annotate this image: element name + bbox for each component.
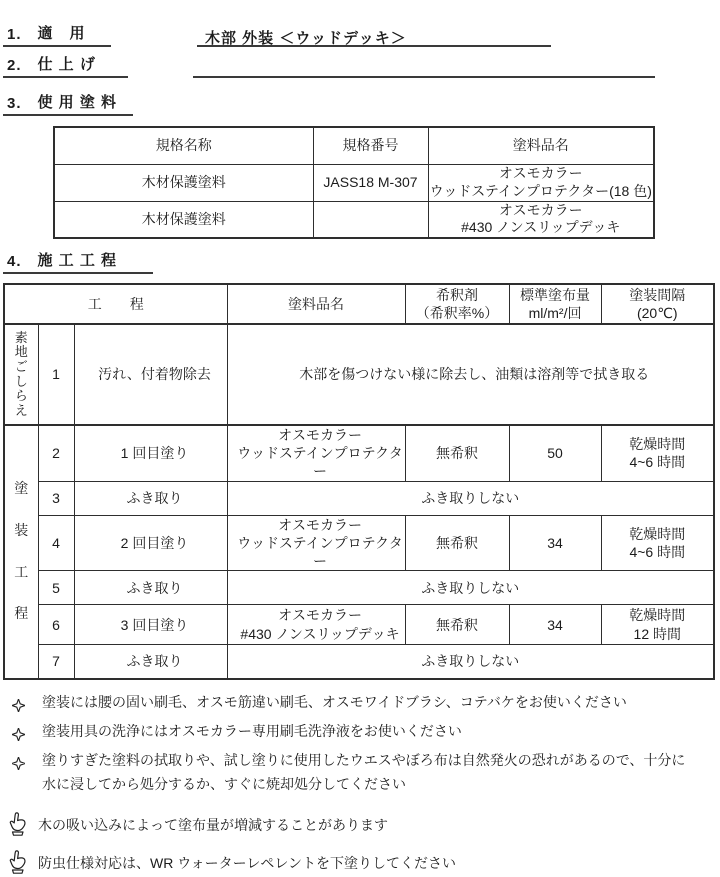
step-description-cell: ふき取りしない xyxy=(227,645,714,679)
header-line-1: 希釈剤 xyxy=(436,286,479,303)
note-text: 塗りすぎた塗料の拭取りや、試し塗りに使用したウエスやぼろ布は自然発火の恐れがあるので、十分に水に浸してから処分するか、すぐに焼却処分してください xyxy=(42,751,686,792)
spec-number-header: 規格番号 xyxy=(313,127,428,164)
interval-header xyxy=(601,284,714,324)
step-number-cell: 6 xyxy=(38,605,74,645)
note-text: 木の吸い込みによって塗布量が増減することがあります xyxy=(38,817,388,834)
header-line-2: （希釈率%） xyxy=(415,305,499,321)
product-line-2: ウッドステインプロテクター(18 色) xyxy=(429,182,652,199)
spec-name-cell: 木材保護塗料 xyxy=(54,201,313,238)
step-number-cell: 5 xyxy=(38,571,74,605)
group-label-cell-paint xyxy=(4,425,38,679)
section-number: 2. xyxy=(7,57,22,74)
interval-line-2: 12 時間 xyxy=(633,625,682,642)
four-pointed-star-icon xyxy=(10,748,42,777)
step-name-cell: 1 回目塗り xyxy=(74,425,227,481)
interval-cell xyxy=(601,425,714,481)
process-header: 工 程 xyxy=(4,284,227,324)
table-row-step-3 xyxy=(4,481,714,515)
coverage-header xyxy=(509,284,601,324)
product-line-1: オスモカラー xyxy=(498,165,583,181)
interval-line-1: 乾燥時間 xyxy=(629,525,686,542)
note-text: 塗装用具の洗浄にはオスモカラー専用刷毛洗浄液をお使いください xyxy=(42,722,462,739)
step-number-cell: 2 xyxy=(38,425,74,481)
thinner-cell: 無希釈 xyxy=(405,425,509,481)
step-number-cell: 7 xyxy=(38,645,74,679)
spec-name-cell: 木材保護塗料 xyxy=(54,164,313,201)
hand-notes-list xyxy=(8,812,720,877)
table-row xyxy=(54,164,654,201)
section-number: 4. xyxy=(7,253,22,270)
pointing-hand-icon xyxy=(8,850,38,877)
group-label-cell-prep xyxy=(4,324,38,425)
product-name-header: 塗料品名 xyxy=(227,284,405,324)
list-item xyxy=(8,850,720,877)
section-1-row xyxy=(3,27,720,47)
section-number: 1. xyxy=(7,26,22,43)
note-text: 防虫仕様対応は、WR ウォーターレペレントを下塗りしてください xyxy=(38,855,457,872)
header-line-1: 塗装間隔 xyxy=(629,286,686,303)
step-name-cell: 2 回目塗り xyxy=(74,515,227,571)
header-line-2: ml/m²/回 xyxy=(528,305,582,321)
vertical-group-label: 素 地 ご し ら え xyxy=(14,329,28,418)
table-row-step-1 xyxy=(4,324,714,425)
header-line-1: 標準塗布量 xyxy=(520,286,591,303)
coverage-cell: 50 xyxy=(509,425,601,481)
interval-cell xyxy=(601,515,714,571)
step-name-cell: ふき取り xyxy=(74,481,227,515)
section-label: 施 工 工 程 xyxy=(37,252,118,269)
step-description-cell: ふき取りしない xyxy=(227,481,714,515)
header-line-2: (20℃) xyxy=(636,305,678,321)
list-item xyxy=(10,748,720,796)
list-item xyxy=(8,812,720,839)
product-line-2: #430 ノンスリップデッキ xyxy=(461,219,621,236)
section-3-row xyxy=(3,96,720,116)
product-name-header: 塗料品名 xyxy=(428,127,654,164)
product-name-cell xyxy=(428,201,654,238)
note-text: 塗装には腰の固い刷毛、オスモ筋違い刷毛、オスモワイドブラシ、コテバケをお使いください xyxy=(42,693,627,710)
section-2-row xyxy=(3,58,720,78)
step-number-cell: 3 xyxy=(38,481,74,515)
table-row-step-5 xyxy=(4,571,714,605)
spec-number-cell: JASS18 M-307 xyxy=(313,164,428,201)
vertical-group-label: 塗 装 工 程 xyxy=(14,480,29,622)
list-item xyxy=(10,719,720,748)
table-row-step-2 xyxy=(4,425,714,481)
product-name-cell xyxy=(428,164,654,201)
table-row-step-4 xyxy=(4,515,714,571)
product-line-2: ウッドステインプロテクター xyxy=(237,534,403,569)
step-description-cell: 木部を傷つけない様に除去し、油類は溶剤等で拭き取る xyxy=(227,324,714,425)
table-row-step-6 xyxy=(4,605,714,645)
section-2-value-underline xyxy=(193,58,655,78)
step-name-cell: 3 回目塗り xyxy=(74,605,227,645)
table-header-row xyxy=(54,127,654,164)
interval-line-1: 乾燥時間 xyxy=(629,607,686,624)
paint-spec-table xyxy=(53,126,655,239)
thinner-cell: 無希釈 xyxy=(405,605,509,645)
product-line-1: オスモカラー xyxy=(278,427,362,443)
product-line-1: オスモカラー xyxy=(278,516,362,533)
step-name-cell: ふき取り xyxy=(74,571,227,605)
section-number: 3. xyxy=(7,95,22,112)
coverage-cell: 34 xyxy=(509,605,601,645)
table-row xyxy=(54,201,654,238)
interval-line-1: 乾燥時間 xyxy=(629,436,686,453)
process-table xyxy=(3,283,715,680)
interval-line-2: 4~6 時間 xyxy=(629,543,686,560)
table-row-step-7 xyxy=(4,645,714,679)
section-2-heading xyxy=(3,58,128,78)
spec-number-cell xyxy=(313,201,428,238)
product-cell xyxy=(227,515,405,571)
list-item xyxy=(10,690,720,719)
section-label: 仕 上 げ xyxy=(37,56,96,73)
pointing-hand-icon xyxy=(8,812,38,839)
step-description-cell: ふき取りしない xyxy=(227,571,714,605)
four-pointed-star-icon xyxy=(10,690,42,719)
product-line-1: オスモカラー xyxy=(498,201,583,218)
section-label: 使 用 塗 料 xyxy=(37,94,118,111)
section-3-heading xyxy=(3,96,133,116)
step-name-cell: ふき取り xyxy=(74,645,227,679)
thinner-cell: 無希釈 xyxy=(405,515,509,571)
product-cell xyxy=(227,605,405,645)
product-line-2: #430 ノンスリップデッキ xyxy=(240,625,400,642)
section-1-heading xyxy=(3,27,111,47)
coverage-cell: 34 xyxy=(509,515,601,571)
step-number-cell: 4 xyxy=(38,515,74,571)
table-header-row xyxy=(4,284,714,324)
product-line-2: ウッドステインプロテクター xyxy=(237,445,403,480)
thinner-header xyxy=(405,284,509,324)
interval-cell xyxy=(601,605,714,645)
step-number-cell: 1 xyxy=(38,324,74,425)
product-cell xyxy=(227,425,405,481)
step-name-cell: 汚れ、付着物除去 xyxy=(74,324,227,425)
usage-notes-list xyxy=(10,690,720,796)
spec-name-header: 規格名称 xyxy=(54,127,313,164)
section-1-value-underline: 木部 外装 ＜ウッドデッキ＞ xyxy=(197,27,551,47)
product-line-1: オスモカラー xyxy=(278,607,362,624)
section-4-row xyxy=(3,254,720,274)
four-pointed-star-icon xyxy=(10,719,42,748)
section-4-heading xyxy=(3,254,153,274)
interval-line-2: 4~6 時間 xyxy=(629,454,686,471)
section-label: 適 用 xyxy=(37,25,86,42)
